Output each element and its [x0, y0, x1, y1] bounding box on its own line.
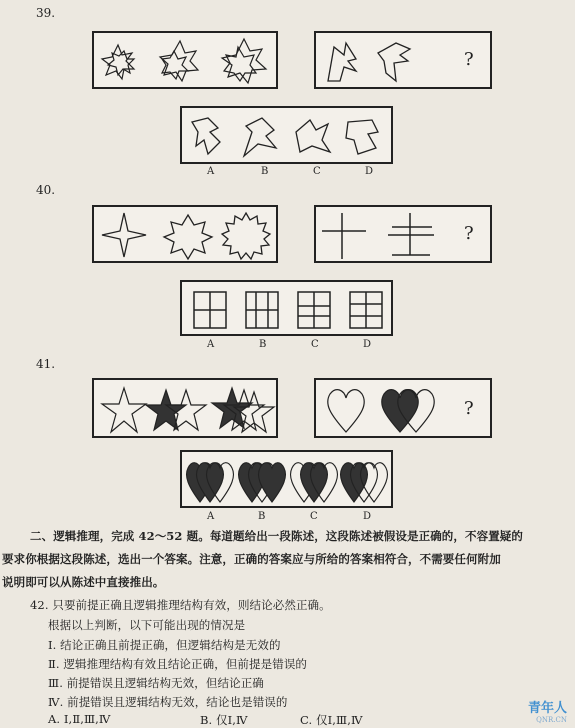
- option-a-figure: [192, 118, 220, 154]
- q42-item-3: Ⅲ. 前提错误且逻辑结构无效，但结论正确: [48, 676, 264, 690]
- q42-item-2: Ⅱ. 逻辑推理结构有效且结论正确，但前提是错误的: [48, 657, 308, 671]
- q41-option-figures: [182, 452, 395, 510]
- option-b-figure: [239, 463, 286, 502]
- outline-heart: [328, 390, 365, 432]
- watermark-url: QNR.CN: [536, 716, 567, 724]
- option-b-figure: [246, 292, 278, 328]
- q40-option-figures: [182, 282, 395, 338]
- q40-sequence-panel: [92, 205, 278, 263]
- cross-figure: [322, 213, 366, 259]
- q42-choice-a: A. Ⅰ,Ⅱ,Ⅲ,Ⅳ: [48, 712, 111, 726]
- wang-figure: [388, 213, 434, 255]
- q40-star-figures: [94, 207, 280, 265]
- q41-star-figures: [94, 380, 280, 440]
- option-b-label: B: [261, 166, 269, 177]
- option-c-figure: [291, 463, 338, 502]
- section-heading-line-3: 说明即可以从陈述中直接推出。: [2, 575, 165, 589]
- section-heading-line-1: 二、逻辑推理，完成 42～52 题。每道题给出一段陈述，这段陈述被假设是正确的，不容置疑的: [30, 529, 524, 543]
- option-c-figure: [296, 120, 330, 152]
- q39-option-figures: [182, 108, 395, 166]
- option-a-label: A: [207, 339, 215, 350]
- watermark-logo: [528, 697, 567, 724]
- filled-star: [146, 390, 186, 430]
- q42-choice-c: C. 仅Ⅰ,Ⅲ,Ⅳ: [300, 713, 363, 727]
- option-a-figure: [187, 463, 234, 502]
- watermark-logo-text: 青年人: [527, 701, 567, 716]
- q39-answer-panel: [314, 31, 492, 89]
- option-c-label: C: [313, 166, 321, 177]
- q39-star-figures: [94, 33, 280, 91]
- sixteen-point-star: [222, 213, 270, 259]
- arrow-shape-1: [328, 43, 356, 81]
- q40-answer-panel: [314, 205, 492, 263]
- option-c-figure: [298, 292, 330, 328]
- eight-point-star: [164, 215, 212, 259]
- option-d-label: D: [365, 166, 374, 177]
- outline-star: [102, 388, 146, 432]
- q42-lead: 根据以上判断，以下可能出现的情况是: [48, 618, 246, 632]
- option-a-label: A: [207, 166, 215, 177]
- section-heading-line-2: 要求你根据这段陈述，选出一个答案。注意，正确的答案应与所给的答案相符合，不需要任何附加: [2, 552, 501, 566]
- four-point-star: [102, 213, 146, 257]
- question-mark: ?: [464, 398, 474, 419]
- option-c-label: C: [310, 511, 318, 522]
- q40-options-panel: [180, 280, 393, 336]
- q42-item-1: Ⅰ. 结论正确且前提正确，但逻辑结构是无效的: [48, 638, 281, 652]
- q41-answer-panel: [314, 378, 492, 438]
- option-b-label: B: [258, 511, 266, 522]
- question-mark: ?: [464, 223, 474, 244]
- q41-sequence-panel: [92, 378, 278, 438]
- q41-options-panel: [180, 450, 393, 508]
- question-number-39: 39.: [36, 6, 56, 20]
- option-c-label: C: [311, 339, 319, 350]
- option-a-label: A: [207, 511, 215, 522]
- option-b-label: B: [259, 339, 267, 350]
- arrow-shape-2: [378, 43, 410, 81]
- option-d-figure: [341, 463, 388, 502]
- question-number-40: 40.: [36, 183, 56, 197]
- star-shape-2: [160, 41, 198, 81]
- q39-options-panel: [180, 106, 393, 164]
- option-d-label: D: [363, 511, 372, 522]
- option-b-figure: [244, 118, 276, 156]
- option-d-figure: [346, 120, 378, 154]
- option-a-figure: [194, 292, 226, 328]
- q39-sequence-panel: [92, 31, 278, 89]
- question-number-41: 41.: [36, 357, 56, 371]
- question-mark: ?: [464, 49, 474, 70]
- option-d-figure: [350, 292, 382, 328]
- option-d-label: D: [363, 339, 372, 350]
- q42-stem: 42. 只要前提正确且逻辑推理结构有效，则结论必然正确。: [30, 598, 331, 612]
- q42-choice-b: B. 仅Ⅰ,Ⅳ: [200, 713, 248, 727]
- q42-item-4: Ⅳ. 前提错误且逻辑结构无效，结论也是错误的: [48, 695, 288, 709]
